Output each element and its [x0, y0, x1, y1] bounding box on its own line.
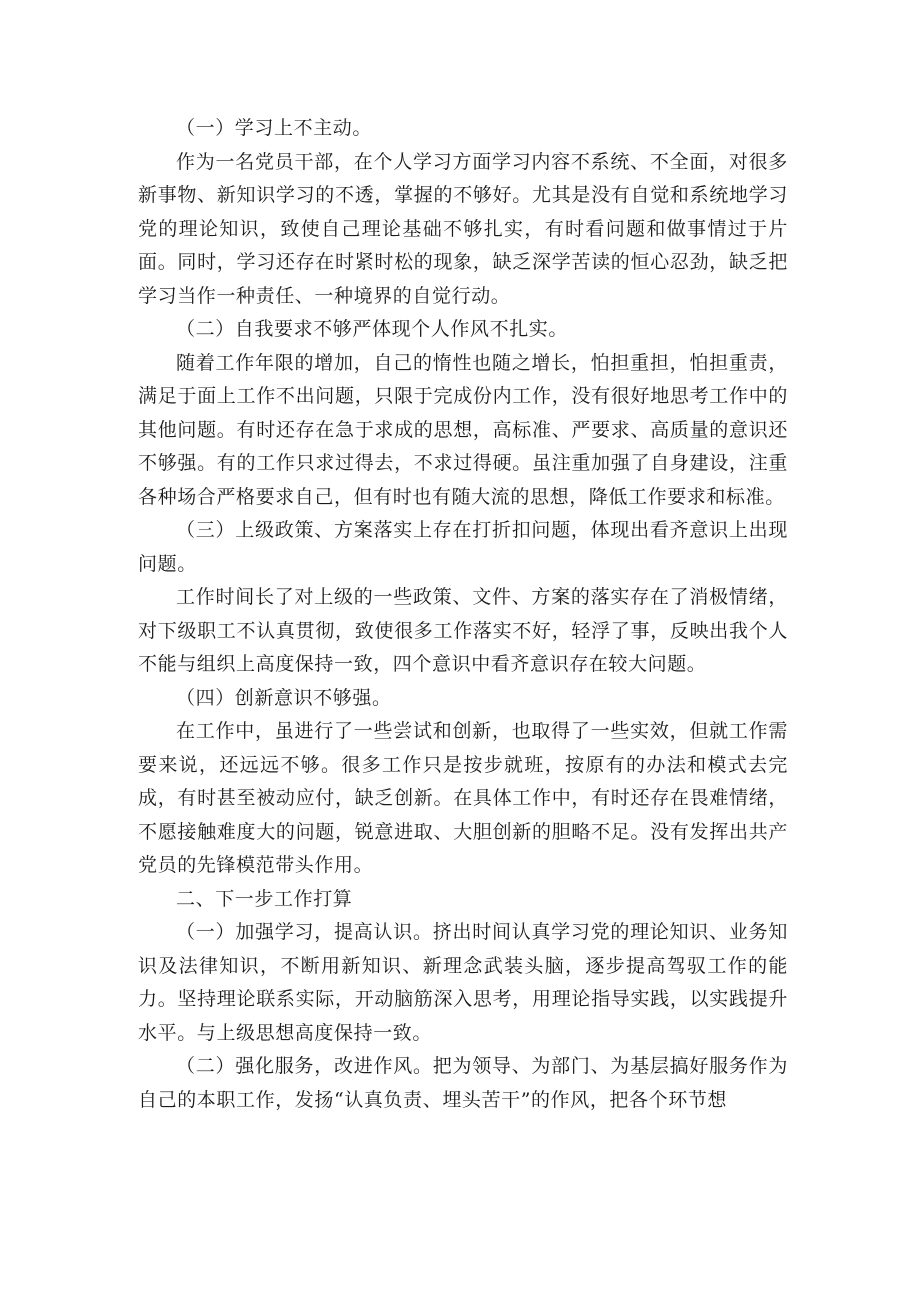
chapter-heading-next-steps: 二、下一步工作打算	[176, 887, 353, 910]
section-heading-4: （四）创新意识不够强。	[176, 686, 392, 709]
document-body	[138, 112, 788, 1117]
section-heading-3: （三）上级政策、方案落实上存在打折扣问题，体现出看齐意识上出现问题。	[138, 519, 788, 575]
paragraph-plan-2: （二）强化服务，改进作风。把为领导、为部门、为基层搞好服务作为自己的本职工作，发扬“认真负责、埋头苦干”的作风，把各个环节想	[138, 1055, 788, 1111]
paragraph-2: 随着工作年限的增加，自己的惰性也随之增长，怕担重担，怕担重责，满足于面上工作不出问题，只限于完成份内工作，没有很好地思考工作中的其他问题。有时还存在急于求成的思想，高标准、严要求、高质量的意识还不够强。有的工作只求过得去，不求过得硬。虽注重加强了自身建设，注重各种场合严格要求自己，但有时也有随大流的思想，降低工作要求和标准。	[138, 351, 788, 508]
paragraph-4: 在工作中，虽进行了一些尝试和创新，也取得了一些实效，但就工作需要来说，还远远不够。很多工作只是按步就班，按原有的办法和模式去完成，有时甚至被动应付，缺乏创新。在具体工作中，有时还存在畏难情绪，不愿接触难度大的问题，锐意进取、大胆创新的胆略不足。没有发挥出共产党员的先锋模范带头作用。	[138, 720, 788, 876]
paragraph-plan-1: （一）加强学习，提高认识。挤出时间认真学习党的理论知识、业务知识及法律知识，不断用新知识、新理念武装头脑，逐步提高驾驭工作的能力。坚持理论联系实际，开动脑筋深入思考，用理论指导实践，以实践提升水平。与上级思想高度保持一致。	[138, 921, 788, 1044]
paragraph-1: 作为一名党员干部，在个人学习方面学习内容不系统、不全面，对很多新事物、新知识学习的不透，掌握的不够好。尤其是没有自觉和系统地学习党的理论知识，致使自己理论基础不够扎实，有时看问题和做事情过于片面。同时，学习还存在时紧时松的现象，缺乏深学苦读的恒心忍劲，缺乏把学习当作一种责任、一种境界的自觉行动。	[138, 150, 788, 307]
paragraph-3: 工作时间长了对上级的一些政策、文件、方案的落实存在了消极情绪，对下级职工不认真贯彻，致使很多工作落实不好，轻浮了事，反映出我个人不能与组织上高度保持一致，四个意识中看齐意识存在较大问题。	[138, 586, 788, 675]
section-heading-2: （二）自我要求不够严体现个人作风不扎实。	[176, 318, 569, 340]
section-heading-1: （一）学习上不主动。	[176, 117, 373, 139]
